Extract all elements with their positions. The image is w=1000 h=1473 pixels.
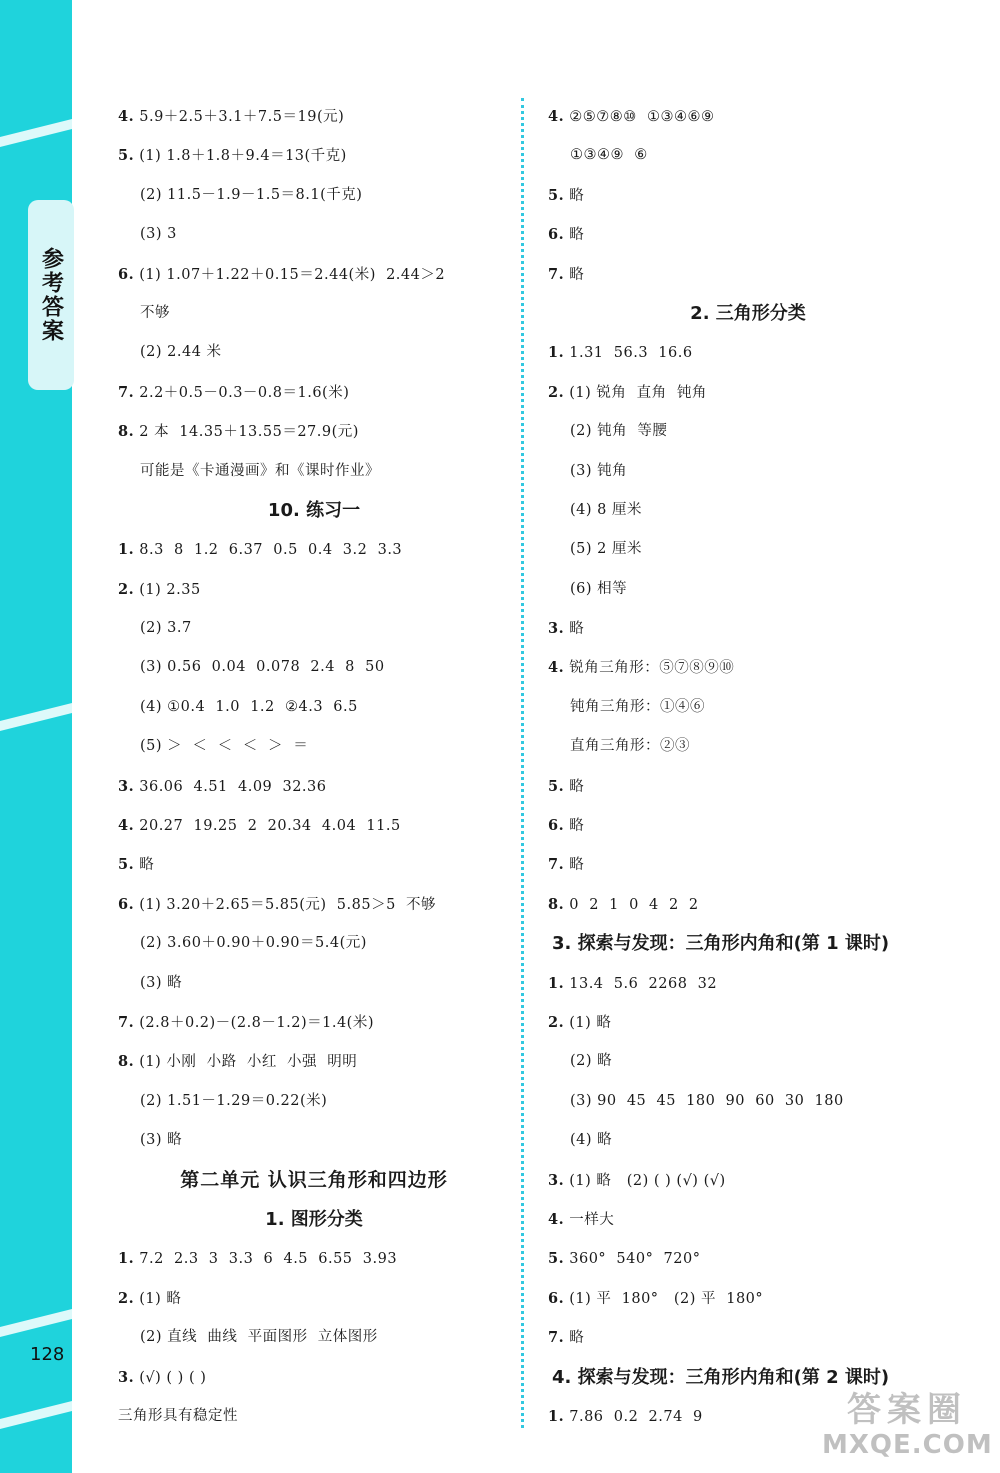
question-number: 7. [118,383,135,401]
answer-line [118,1397,510,1436]
answer-line [118,727,510,766]
answer-text: 不够 [140,304,170,321]
answer-line [118,176,510,215]
question-number: 6. [118,895,135,913]
question-number: 2. [548,383,565,401]
answer-text: 0 2 1 0 4 2 2 [564,896,699,913]
answer-text: 2.2＋0.5－0.3－0.8＝1.6(米) [134,384,350,401]
answer-text: 略 [564,266,585,283]
answer-line [548,1003,948,1042]
answer-text: (3) 90 45 45 180 90 60 30 180 [570,1092,844,1109]
watermark [822,1390,992,1470]
answer-text: 略 [564,187,585,204]
answer-text: 一样大 [564,1211,615,1228]
question-number: 7. [548,856,565,874]
answer-text: (2) 11.5－1.9－1.5＝8.1(千克) [140,186,363,203]
answer-text: 略 [564,621,585,638]
answer-text: 20.27 19.25 2 20.34 4.04 11.5 [134,818,401,835]
question-number: 5. [548,186,565,204]
question-number: 1. [548,1407,565,1425]
answer-line [548,767,948,806]
question-number: 8. [548,895,565,913]
answer-text: 略 [134,857,155,874]
sidebar-stripe [0,703,72,731]
answer-line [118,1003,510,1042]
answer-text: (3) 钝角 [570,462,628,479]
sidebar-band [0,0,72,1473]
answer-text: (2) 略 [570,1053,613,1070]
sidebar-stripe [0,1309,72,1337]
answer-line [548,1121,948,1160]
answer-text: (2.8＋0.2)－(2.8－1.2)＝1.4(米) [134,1014,374,1031]
answer-line [548,885,948,924]
answer-line [118,1042,510,1081]
answer-line [118,924,510,963]
question-number: 4. [548,1210,565,1228]
answer-line [548,1200,948,1239]
question-number: 4. [118,817,135,835]
answer-text: (3) 0.56 0.04 0.078 2.4 8 50 [140,659,385,676]
question-number: 7. [548,265,565,283]
answer-text: (1) 3.20＋2.65＝5.85(元) 5.85＞5 不够 [134,896,437,913]
answer-text: 8.3 8 1.2 6.37 0.5 0.4 3.2 3.3 [134,542,403,559]
answer-text: (2) 3.60＋0.90＋0.90＝5.4(元) [140,935,367,952]
answer-text: (1) 略 (2) ( ) (√) (√) [564,1172,726,1189]
answer-line [118,806,510,845]
answer-text: 36.06 4.51 4.09 32.36 [134,778,327,795]
answer-line [118,294,510,333]
question-number: 1. [118,1250,135,1268]
question-number: 4. [548,108,565,125]
question-number: 7. [118,1013,135,1031]
answer-line [548,333,948,372]
question-number: 1. [118,541,135,559]
question-number: 1. [548,974,565,992]
answer-line [118,1279,510,1318]
answer-line [548,530,948,569]
answer-line [548,373,948,412]
answer-line [548,727,948,766]
section-heading: 3. 探索与发现：三角形内角和(第 1 课时) [552,933,890,955]
answer-line [118,1239,510,1278]
answer-line [118,1082,510,1121]
watermark-logo-text: 答案圈 [847,1390,967,1430]
question-number: 3. [548,620,565,638]
page-number: 128 [30,1344,65,1365]
answer-text: (2) 2.44 米 [140,344,222,361]
answer-line [548,1042,948,1081]
answer-text: (1) 略 [564,1014,612,1031]
answer-line [118,1318,510,1357]
answer-line [548,688,948,727]
answer-line [118,648,510,687]
answer-line [118,964,510,1003]
answer-line [118,609,510,648]
answer-text: (1) 1.8＋1.8＋9.4＝13(千克) [134,148,347,165]
answer-text: 7.2 2.3 3 3.3 6 4.5 6.55 3.93 [134,1251,398,1268]
unit-heading: 第二单元 认识三角形和四边形 [180,1168,448,1191]
answer-line [118,97,510,136]
left-column [118,97,510,1436]
answer-line [118,1358,510,1397]
question-number: 6. [548,817,565,835]
answer-line [548,1239,948,1278]
answer-text: (5) 2 厘米 [570,541,642,558]
answer-line [548,136,948,175]
answer-text: 5.9＋2.5＋3.1＋7.5＝19(元) [134,109,345,125]
answer-line [118,333,510,372]
answer-text: 略 [564,1330,585,1347]
question-number: 3. [118,1368,135,1386]
answer-line [548,1082,948,1121]
answer-text: (2) 1.51－1.29＝0.22(米) [140,1092,328,1109]
question-number: 2. [118,580,135,598]
answer-text: ①③④⑨ ⑥ [570,147,648,164]
section-heading: 10. 练习一 [267,499,361,521]
answer-line [548,255,948,294]
answer-line [548,176,948,215]
answer-text: ②⑤⑦⑧⑩ ①③④⑥⑨ [564,109,715,125]
right-column [548,97,948,1436]
answer-text: (4) 略 [570,1132,613,1149]
answer-line [548,215,948,254]
question-number: 2. [118,1289,135,1307]
answer-text: 1.31 56.3 16.6 [564,345,693,362]
question-number: 4. [548,659,565,677]
question-number: 3. [118,777,135,795]
answer-text: (4) 8 厘米 [570,501,642,518]
question-number: 1. [548,344,565,362]
question-number: 3. [548,1171,565,1189]
question-number: 5. [548,777,565,795]
section-tab-label: 参考答案 [38,247,64,343]
sidebar-stripe [0,119,72,147]
answer-text: 13.4 5.6 2268 32 [564,975,718,992]
answer-line [118,688,510,727]
answer-text: 略 [564,818,585,835]
answer-line [548,452,948,491]
answer-text: 7.86 0.2 2.74 9 [564,1408,703,1425]
answer-line [118,412,510,451]
section-heading: 4. 探索与发现：三角形内角和(第 2 课时) [552,1366,890,1388]
answer-text: (1) 平 180° (2) 平 180° [564,1290,764,1307]
answer-line [548,570,948,609]
question-number: 8. [118,1053,135,1071]
answer-line [548,412,948,451]
answer-line [118,136,510,175]
answer-line [548,648,948,687]
answer-text: (4) ①0.4 1.0 1.2 ②4.3 6.5 [140,698,358,715]
answer-line [548,806,948,845]
answer-text: 360° 540° 720° [564,1251,701,1268]
section-heading: 1. 图形分类 [265,1208,363,1230]
answer-text: (2) 3.7 [140,620,192,637]
answer-text: (2) 直线 曲线 平面图形 立体图形 [140,1329,378,1346]
answer-text: 锐角三角形：⑤⑦⑧⑨⑩ [564,660,735,677]
answer-line [118,255,510,294]
question-number: 6. [548,1289,565,1307]
answer-text: 略 [564,778,585,795]
answer-line [118,530,510,569]
answer-text: (1) 1.07＋1.22＋0.15＝2.44(米) 2.44＞2 [134,266,446,283]
answer-line [118,885,510,924]
answer-line [118,373,510,412]
answer-text: (2) 钝角 等腰 [570,423,668,440]
answer-line [548,845,948,884]
answer-text: (1) 2.35 [134,581,201,598]
answer-text: (√) ( ) ( ) [134,1369,207,1386]
answer-line [548,609,948,648]
answer-line [118,845,510,884]
answer-line [548,1279,948,1318]
answer-line [118,452,510,491]
answer-line [548,964,948,1003]
watermark-url: MXQE.COM [822,1430,993,1460]
question-number: 6. [118,265,135,283]
sidebar-stripe [0,1401,72,1429]
answer-text: (6) 相等 [570,580,628,597]
answer-text: 直角三角形：②③ [570,738,690,755]
answer-text: 钝角三角形：①④⑥ [570,698,705,715]
question-number: 5. [548,1250,565,1268]
answer-line [548,491,948,530]
answer-line [548,1161,948,1200]
answer-text: (3) 3 [140,226,177,243]
answer-line [118,1121,510,1160]
answer-line [118,767,510,806]
answer-text: 略 [564,227,585,244]
question-number: 5. [118,856,135,874]
answer-text: 三角形具有稳定性 [118,1407,238,1424]
answer-line [118,570,510,609]
answer-text: (1) 锐角 直角 钝角 [564,384,707,401]
question-number: 5. [118,147,135,165]
question-number: 4. [118,108,135,125]
question-number: 8. [118,423,135,441]
answer-text: (1) 略 [134,1290,182,1307]
answer-text: (3) 略 [140,974,183,991]
answer-text: 可能是《卡通漫画》和《课时作业》 [140,462,380,479]
column-divider [521,98,524,1428]
answer-line [118,215,510,254]
answer-line [548,1318,948,1357]
answer-text: (5) ＞ ＜ ＜ ＜ ＞ ＝ [140,738,309,755]
answer-text: 2 本 14.35＋13.55＝27.9(元) [134,424,359,441]
answer-text: (1) 小刚 小路 小红 小强 明明 [134,1054,358,1071]
question-number: 6. [548,226,565,244]
answer-line [548,97,948,136]
section-tab [28,200,74,390]
question-number: 7. [548,1329,565,1347]
question-number: 2. [548,1013,565,1031]
section-heading: 2. 三角形分类 [690,302,806,324]
answer-text: 略 [564,857,585,874]
answer-text: (3) 略 [140,1132,183,1149]
